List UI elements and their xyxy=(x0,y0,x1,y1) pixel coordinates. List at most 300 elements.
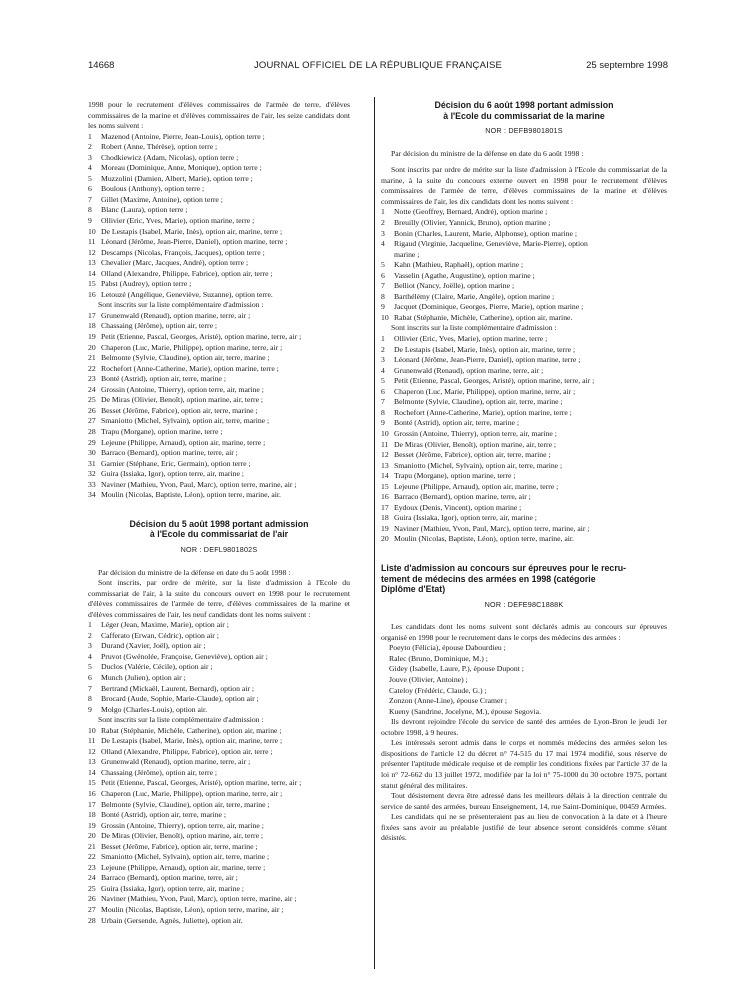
list-item xyxy=(88,269,350,280)
list-item-number: 12 xyxy=(88,746,96,756)
list-item-text: Bonté (Astrid), option air, terre, marine ; xyxy=(101,374,227,384)
list-item-text: Bonté (Astrid), option air, terre, marine ; xyxy=(101,810,227,820)
list-item-text: Muzzolini (Damien, Albert, Marie), option terre ; xyxy=(101,173,253,183)
list-item xyxy=(88,490,350,501)
journal-title: JOURNAL OFFICIEL DE LA RÉPUBLIQUE FRANÇAISE xyxy=(253,60,503,71)
list-item-number: 14 xyxy=(381,471,389,481)
list-item-number: 32 xyxy=(88,469,96,479)
list-item xyxy=(381,281,667,292)
list-item xyxy=(381,461,667,472)
list-item-number: 18 xyxy=(381,513,389,523)
list-item-text: De Miras (Olivier, Benoît), option marine, air, terre ; xyxy=(101,831,264,841)
list-item-number: 10 xyxy=(88,725,96,735)
list-item-text: Vasselin (Agathe, Augustine), option marine ; xyxy=(394,270,535,280)
list-item-text: Grunenwald (Renaud), option marine, terre, air ; xyxy=(394,365,544,375)
list-item-text: Belmonte (Sylvie, Claudine), option air, terre, marine ; xyxy=(394,397,563,407)
body-paragraph: Ils devront rejoindre l'école du service de santé des armées de Lyon-Bron le jeudi 1er octobre 1998, à 9 heures. xyxy=(381,717,667,737)
left-column xyxy=(88,100,350,926)
list-item-number: 30 xyxy=(88,448,96,458)
list-item-number: 11 xyxy=(381,439,389,449)
list-item-number: 11 xyxy=(88,237,96,247)
list-item xyxy=(88,894,350,905)
list-item-text: Robert (Anne, Thérèse), option terre ; xyxy=(101,142,218,152)
list-item-number: 4 xyxy=(381,239,385,249)
list-item xyxy=(88,353,350,364)
list-item-text: De Lestapis (Isabel, Marie, Inès), option air, marine, terre ; xyxy=(101,736,283,746)
list-item xyxy=(88,174,350,185)
section-title-line2: à l'Ecole du commissariat de la marine xyxy=(443,110,605,121)
list-item-number: 17 xyxy=(88,799,96,809)
list-item-text: Smaniotto (Michel, Sylvain), option air, terre, marine ; xyxy=(101,416,270,426)
list-item-text: Grossin (Antoine, Thierry), option terre, air, marine ; xyxy=(394,428,557,438)
list-item-number: 26 xyxy=(88,405,96,415)
list-item xyxy=(88,153,350,164)
admission-list-air xyxy=(88,620,350,715)
list-item xyxy=(381,313,667,324)
section-title: Décision du 6 août 1998 portant admission xyxy=(434,100,614,110)
list-item-text: Ollivier (Eric, Yves, Marie), option marine, terre ; xyxy=(394,334,548,344)
list-item-text: Eydoux (Denis, Vincent), option marine ; xyxy=(394,502,522,512)
list-item xyxy=(88,884,350,895)
list-item: Gidey (Isabelle, Laure, P.), épouse Dupont ; xyxy=(389,664,524,674)
list-item-number: 26 xyxy=(88,894,96,904)
list-item xyxy=(88,427,350,438)
list-item-text: Moulin (Nicolas, Baptiste, Léon), option terre, marine, air. xyxy=(394,534,574,544)
list-item-number: 4 xyxy=(88,651,92,661)
list-item xyxy=(88,395,350,406)
list-item-number: 16 xyxy=(381,492,389,502)
list-item-text: Moulin (Nicolas, Baptiste, Léon), option terre, marine, air ; xyxy=(101,905,284,915)
list-item xyxy=(88,652,350,663)
issue-date: 25 septembre 1998 xyxy=(586,60,668,71)
list-item xyxy=(88,385,350,396)
list-item-text: Chevalier (Marc, Jacques, André), option terre ; xyxy=(101,258,249,268)
list-item-text: Rigaud (Virginie, Jacqueline, Geneviève, Marie-Pierre), option xyxy=(394,239,588,249)
decision-paragraph: Par décision du ministre de la défense en date du 6 août 1998 : xyxy=(391,148,584,158)
list-item: Jouve (Olivier, Antoine) ; xyxy=(389,675,468,685)
list-item-text: Notte (Geoffrey, Bernard, André), option marine ; xyxy=(394,207,548,217)
list-item xyxy=(88,258,350,269)
list-item: Poeyto (Félicia), épouse Dabourdieu ; xyxy=(389,643,506,653)
list-item xyxy=(88,142,350,153)
list-item-number: 23 xyxy=(88,374,96,384)
list-item-number: 28 xyxy=(88,426,96,436)
list-item xyxy=(88,290,350,301)
section-title-line2: tement de médecins des armées en 1998 (catégorie xyxy=(381,573,596,584)
list-item-text: Besset (Jérôme, Fabrice), option air, terre, marine ; xyxy=(101,841,258,851)
list-item-number: 6 xyxy=(381,270,385,280)
list-item-number: 4 xyxy=(381,365,385,375)
list-item xyxy=(381,260,667,271)
list-item xyxy=(381,334,667,345)
list-item-number: 20 xyxy=(381,534,389,544)
list-item-number: 19 xyxy=(88,332,96,342)
body-paragraph: Les candidats qui ne se présenteraient pas au lieu de convocation à la date et à l'heure fixées sans avoir au préalable justifié de leur absence seront considérés comme s'étant désistés. xyxy=(381,812,667,843)
list-item xyxy=(88,831,350,842)
list-item xyxy=(88,321,350,332)
list-item-number: 1 xyxy=(381,207,385,217)
list-item: Zonzon (Anne-Line), épouse Cramer ; xyxy=(389,696,508,706)
list-item xyxy=(88,778,350,789)
list-item-number: 18 xyxy=(88,810,96,820)
list-item-number: 2 xyxy=(381,344,385,354)
intro-paragraph: 1998 pour le recrutement d'élèves commissaires de l'armée de terre, d'élèves commissaires de la marine et d'élèves commissaires de l'air, les seize candidats dont les noms suivent : xyxy=(88,100,350,131)
list-item-number: 1 xyxy=(88,620,92,630)
page-number: 14668 xyxy=(88,60,115,71)
list-item-text: Rochefort (Anne-Catherine, Marie), option marine, terre ; xyxy=(101,363,279,373)
list-item-text: Grossin (Antoine, Thierry), option terre, air, marine ; xyxy=(101,820,264,830)
list-item-text: Belmonte (Sylvie, Claudine), option air, terre, marine ; xyxy=(101,799,270,809)
list-item-number: 13 xyxy=(88,258,96,268)
list-item-number: 12 xyxy=(381,450,389,460)
list-item-text: Boulous (Anthony), option terre ; xyxy=(101,184,205,194)
list-item xyxy=(88,873,350,884)
list-item xyxy=(88,757,350,768)
list-item-number: 7 xyxy=(88,683,92,693)
list-item-number: 4 xyxy=(88,163,92,173)
list-item-number: 8 xyxy=(381,407,385,417)
list-item-number: 15 xyxy=(88,778,96,788)
list-item xyxy=(88,248,350,259)
list-item-number: 14 xyxy=(88,767,96,777)
list-item xyxy=(381,250,667,261)
list-item-number: 16 xyxy=(88,289,96,299)
list-item xyxy=(88,279,350,290)
list-item-number: 18 xyxy=(88,321,96,331)
list-item-text: De Lestapis (Isabel, Marie, Inès), option air, marine, terre ; xyxy=(394,344,576,354)
list-item-text: Naviner (Mathieu, Yvon, Paul, Marc), option terre, marine, air ; xyxy=(394,523,590,533)
list-item-number: 17 xyxy=(381,502,389,512)
list-item-text: Pabst (Audrey), option terre ; xyxy=(101,279,192,289)
list-item xyxy=(88,800,350,811)
list-item-number: 6 xyxy=(88,184,92,194)
list-item-text: Chassaing (Jérôme), option air, terre ; xyxy=(101,321,218,331)
list-item xyxy=(381,376,667,387)
list-item-text: Petit (Etienne, Pascal, Georges, Aristé), option marine, terre, air ; xyxy=(101,332,302,342)
list-item-text: Bertrand (Mickaël, Laurent, Bernard), option air ; xyxy=(101,683,255,693)
list-item xyxy=(381,440,667,451)
list-item-number: 12 xyxy=(88,247,96,257)
admission-list-marine xyxy=(381,207,667,323)
list-item-text: Grossin (Antoine, Thierry), option terre, air, marine ; xyxy=(101,384,264,394)
list-item-text: Bonté (Astrid), option air, terre, marine ; xyxy=(394,418,520,428)
list-item-number: 16 xyxy=(88,789,96,798)
list-item-number: 7 xyxy=(381,281,385,291)
list-item xyxy=(381,355,667,366)
list-item-text: Moreau (Dominique, Anne, Monique), option terre ; xyxy=(101,163,262,173)
list-item xyxy=(88,694,350,705)
list-item-number: 2 xyxy=(88,142,92,152)
list-item xyxy=(88,163,350,174)
list-item-text: Blanc (Laura), option terre ; xyxy=(101,205,188,215)
list-item-text: Durand (Xavier, Joël), option air ; xyxy=(101,641,206,651)
list-item-number: 3 xyxy=(381,355,385,365)
section-title: Décision du 5 août 1998 portant admission xyxy=(129,518,309,529)
list-item-text: Guira (Issiaka, Igor), option terre, air, marine ; xyxy=(101,883,244,893)
list-item xyxy=(88,705,350,716)
list-item-text: Belmonte (Sylvie, Claudine), option air, terre, marine ; xyxy=(101,353,270,363)
list-item-text: Naviner (Mathieu, Yvon, Paul, Marc), option terre, marine, air ; xyxy=(101,479,297,489)
section-title: Liste d'admission au concours sur épreuves pour le recru- xyxy=(381,562,627,573)
list-item-text: Belliot (Nancy, Joëlle), option marine ; xyxy=(394,281,515,291)
list-item-text: Léonard (Jérôme, Jean-Pierre, Daniel), option marine, terre ; xyxy=(101,237,288,247)
list-item-text: Gillet (Maxime, Antoine), option terre ; xyxy=(101,194,223,204)
list-item: Cateloy (Frédéric, Claude, G.) ; xyxy=(389,685,487,695)
list-item-number: 5 xyxy=(88,662,92,672)
list-item-number: 6 xyxy=(88,672,92,682)
list-item xyxy=(88,311,350,322)
list-item xyxy=(88,416,350,427)
body-paragraph: Tout désistement devra être adressé dans les meilleurs délais à la direction centrale du service de santé des armées, bureau Enseignement, 14, rue Saint-Dominique, 00459 Armées. xyxy=(381,791,667,811)
list-item xyxy=(381,292,667,303)
complementary-list-label: Sont inscrits sur la liste complémentaire d'admission : xyxy=(98,300,264,310)
list-item-text: Smaniotto (Michel, Sylvain), option air, terre, marine ; xyxy=(101,852,270,862)
list-item-text: Olland (Alexandre, Philippe, Fabrice), option air, terre ; xyxy=(101,268,273,278)
list-item-text: Lejeune (Philippe, Arnaud), option air, marine, terre ; xyxy=(101,437,266,447)
list-item-number: 25 xyxy=(88,883,96,893)
list-item-number: 1 xyxy=(88,131,92,141)
right-column xyxy=(381,100,667,844)
complementary-list-label: Sont inscrits sur la liste complémentaire d'admission : xyxy=(98,715,264,725)
list-item-number: 15 xyxy=(381,481,389,491)
list-item xyxy=(381,503,667,514)
list-item-number: 33 xyxy=(88,479,96,489)
list-item-text: Ollivier (Eric, Yves, Marie), option marine, terre ; xyxy=(101,216,255,226)
list-item xyxy=(381,513,667,524)
body-paragraph: Les intéressés seront admis dans le corps et nommés médecins des armées selon les dispositions de l'article 12 du décret n° 74-515 du 17 mai 1974 modifié, sous réserve de présenter l'aptitude médicale requise et de remplir les conditions fixées par l'article 37 de la loi n° 72-662 du 13 juillet 1972, modifiée par la loi n° 75-1000 du 30 octobre 1975, portant statut général des militaires. xyxy=(381,738,667,790)
list-item-text: Besset (Jérôme, Fabrice), option air, terre, marine ; xyxy=(101,405,258,415)
list-item-text: Chaperon (Luc, Marie, Philippe), option marine, terre, air ; xyxy=(101,789,283,798)
complementary-list xyxy=(88,311,350,501)
list-item xyxy=(381,450,667,461)
list-item xyxy=(88,132,350,143)
list-item xyxy=(88,789,350,800)
list-item-number: 28 xyxy=(88,915,96,925)
list-item-number: 14 xyxy=(88,268,96,278)
list-item-number: 24 xyxy=(88,873,96,883)
nor-reference: NOR : DEFE98C1888K xyxy=(484,599,564,609)
list-item-number: 24 xyxy=(88,384,96,394)
list-item xyxy=(88,684,350,695)
list-item-number: 9 xyxy=(88,704,92,714)
list-item-text: Rabat (Stéphanie, Michèle, Catherine), option air, marine. xyxy=(394,312,573,322)
list-item-number: 2 xyxy=(381,218,385,228)
list-item xyxy=(88,810,350,821)
list-item-text: Rabat (Stéphanie, Michèle, Catherine), option air, marine ; xyxy=(101,725,282,735)
complementary-list-label: Sont inscrits sur la liste complémentaire d'admission : xyxy=(391,323,557,333)
list-item-text: Léger (Jean, Maxime, Marie), option air ; xyxy=(101,620,229,630)
list-item xyxy=(88,364,350,375)
list-item: Kueny (Sandrine, Jocelyne, M.), épouse Segovia. xyxy=(389,706,542,716)
list-item-number: 8 xyxy=(88,205,92,215)
list-item: Ralec (Bruno, Dominique, M.) ; xyxy=(389,653,488,663)
list-item xyxy=(381,302,667,313)
list-item xyxy=(88,747,350,758)
list-item-text: Lejeune (Philippe, Arnaud), option air, marine, terre ; xyxy=(101,862,266,872)
list-item xyxy=(381,397,667,408)
list-item-number: 10 xyxy=(88,226,96,236)
list-item xyxy=(88,641,350,652)
list-item-text: Chodkiewicz (Adam, Nicolas), option terre ; xyxy=(101,152,239,162)
list-item xyxy=(88,726,350,737)
list-item xyxy=(88,852,350,863)
list-item-text: Descamps (Nicolas, François, Jacques), option terre ; xyxy=(101,247,265,257)
list-item-text: Grunenwald (Renaud), option marine, terre, air ; xyxy=(101,757,251,767)
list-item xyxy=(88,673,350,684)
list-item-text: Barraco (Bernard), option marine, terre, air ; xyxy=(101,448,238,458)
list-item-text: Molgo (Charles-Louis), option air. xyxy=(101,704,208,714)
nor-reference: NOR : DEFL9801802S xyxy=(180,544,258,554)
list-item xyxy=(88,184,350,195)
page-header xyxy=(88,60,668,74)
list-item xyxy=(381,482,667,493)
list-item-number: 3 xyxy=(381,228,385,238)
list-item-text: De Miras (Olivier, Benoît), option marine, air, terre ; xyxy=(101,395,264,405)
list-item xyxy=(381,534,667,545)
list-item xyxy=(88,406,350,417)
list-item-number: 31 xyxy=(88,458,96,468)
list-item-text: Brocard (Aude, Sophie, Marie-Claude), option air ; xyxy=(101,694,259,704)
list-item-number: 8 xyxy=(381,291,385,301)
list-item xyxy=(88,438,350,449)
list-item-number: 13 xyxy=(381,460,389,470)
list-item xyxy=(88,662,350,673)
list-item-text: Guira (Issiaka, Igor), option terre, air, marine ; xyxy=(394,513,537,523)
list-item-text: Rochefort (Anne-Catherine, Marie), option marine, terre ; xyxy=(394,407,572,417)
list-item-number: 20 xyxy=(88,831,96,841)
list-item-number: 34 xyxy=(88,490,96,500)
list-item xyxy=(88,480,350,491)
list-item-text: Breuilly (Olivier, Yannick, Bruno), option marine ; xyxy=(394,218,551,228)
list-item xyxy=(381,418,667,429)
list-item xyxy=(381,218,667,229)
list-item-number: 17 xyxy=(88,310,96,320)
list-item-text: Trapu (Morgane), option marine, terre ; xyxy=(394,471,516,481)
list-item xyxy=(88,469,350,480)
list-item-number: 1 xyxy=(381,334,385,344)
list-item-number: 21 xyxy=(88,841,96,851)
nor-reference: NOR : DEFB9801801S xyxy=(485,126,563,136)
list-item-text: Cafferato (Erwan, Cédric), option air ; xyxy=(101,630,219,640)
list-item xyxy=(381,229,667,240)
list-item-number: 9 xyxy=(88,216,92,226)
body-paragraph: Sont inscrits, par ordre de mérite, sur la liste d'admission à l'Ecole du commissariat de l'air, à la suite du concours ouvert en 1998 pour le recrutement d'élèves commissaires de l'armée de terre, d'élèves commissaires de la marine et d'élèves commissaires de l'air, les neuf candidats dont les noms suivent : xyxy=(88,578,350,619)
list-item-number: 10 xyxy=(381,312,389,322)
list-item-text: Petit (Etienne, Pascal, Georges, Aristé), option marine, terre, air ; xyxy=(394,376,595,386)
list-item-text: Grunenwald (Renaud), option marine, terre, air ; xyxy=(101,310,251,320)
list-item-text: Barraco (Bernard), option marine, terre, air ; xyxy=(394,492,531,502)
body-paragraph: Les candidats dont les noms suivent sont déclarés admis au concours sur épreuves organisé en 1998 pour le recrutement dans le corps des médecins des armées : xyxy=(381,622,667,642)
list-item xyxy=(88,216,350,227)
list-item xyxy=(88,343,350,354)
list-item-text: Barthélémy (Claire, Marie, Angèle), option marine ; xyxy=(394,291,555,301)
list-item-text: Letouzé (Angélique, Geneviève, Suzanne), option terre. xyxy=(101,289,273,299)
complementary-list-air xyxy=(88,726,350,926)
list-item xyxy=(381,239,667,250)
list-item-text: Urbain (Gersende, Agnès, Juliette), option air. xyxy=(101,915,243,925)
list-item-number: 29 xyxy=(88,437,96,447)
list-item-number: 6 xyxy=(381,386,385,396)
list-item xyxy=(88,768,350,779)
list-item xyxy=(88,448,350,459)
list-item-text: Kahn (Mathieu, Raphaël), option marine ; xyxy=(394,260,524,270)
section-title-line3: Diplôme d'Etat) xyxy=(381,584,446,595)
list-item-text: Munch (Julien), option air ; xyxy=(101,672,186,682)
list-item-number: 3 xyxy=(88,641,92,651)
list-item-number: 19 xyxy=(88,820,96,830)
list-item xyxy=(381,271,667,282)
list-item xyxy=(381,524,667,535)
body-paragraph: Sont inscrits par ordre de mérite sur la liste d'admission à l'Ecole du commissariat de la marine, à la suite du concours externe ouvert en 1998 pour le recrutement d'élèves commissaires de l'armée de terre, d'élèves commissaires de la marine et d'élèves commissaires de l'air, les dix candidats dont les noms suivent : xyxy=(381,165,667,206)
list-item xyxy=(88,736,350,747)
list-item-text: Barraco (Bernard), option marine, terre, air ; xyxy=(101,873,238,883)
list-item-number: 10 xyxy=(381,428,389,438)
list-item xyxy=(88,905,350,916)
list-item-text: Jacquet (Dominique, Georges, Pierre, Marie), option marine ; xyxy=(394,302,584,312)
list-item xyxy=(88,237,350,248)
list-item xyxy=(88,631,350,642)
list-item-number: 27 xyxy=(88,905,96,915)
decision-paragraph: Par décision du ministre de la défense en date du 5 août 1998 : xyxy=(98,567,291,577)
list-item-number: 7 xyxy=(88,194,92,204)
list-item xyxy=(381,471,667,482)
list-item-text: Duclos (Valérie, Cécile), option air ; xyxy=(101,662,213,672)
list-item-number: 22 xyxy=(88,852,96,862)
list-item xyxy=(88,842,350,853)
list-item xyxy=(381,492,667,503)
list-item-number: 22 xyxy=(88,363,96,373)
list-item xyxy=(88,332,350,343)
list-item xyxy=(88,227,350,238)
list-item-text: Bonin (Charles, Laurent, Marie, Alphonse), option marine ; xyxy=(394,228,577,238)
list-item xyxy=(88,620,350,631)
list-item-number: 27 xyxy=(88,416,96,426)
list-item xyxy=(88,863,350,874)
list-item-number: 11 xyxy=(88,736,96,746)
list-item-number: 15 xyxy=(88,279,96,289)
list-item-number: 5 xyxy=(381,376,385,386)
list-item-number: 5 xyxy=(88,173,92,183)
section-title-line2: à l'Ecole du commissariat de l'air xyxy=(149,529,289,540)
list-item-text: Lejeune (Philippe, Arnaud), option air, marine, terre ; xyxy=(394,481,559,491)
list-item-text: Garnier (Stéphane, Eric, Germain), option terre ; xyxy=(101,458,251,468)
list-item-text: marine ; xyxy=(394,249,420,259)
list-item-number: 23 xyxy=(88,862,96,872)
list-item-number: 2 xyxy=(88,630,92,640)
list-item-number: 9 xyxy=(381,302,385,312)
list-item xyxy=(88,195,350,206)
list-item-text: Chaperon (Luc, Marie, Philippe), option marine, terre, air ; xyxy=(101,342,283,352)
list-item-text: De Lestapis (Isabel, Marie, Inès), option air, marine, terre ; xyxy=(101,226,283,236)
list-item-number: 19 xyxy=(381,523,389,533)
list-item-number: 21 xyxy=(88,353,96,363)
list-item-text: Trapu (Morgane), option marine, terre ; xyxy=(101,426,223,436)
complementary-list-marine xyxy=(381,334,667,545)
list-item-number: 8 xyxy=(88,694,92,704)
list-item-text: Chaperon (Luc, Marie, Philippe), option marine, terre, air ; xyxy=(394,386,576,396)
column-divider xyxy=(374,97,375,969)
list-item-number: 20 xyxy=(88,342,96,352)
list-item xyxy=(381,429,667,440)
list-item xyxy=(381,366,667,377)
list-item xyxy=(381,387,667,398)
list-item-text: Chassaing (Jérôme), option air, terre ; xyxy=(101,767,218,777)
list-item-number: 13 xyxy=(88,757,96,767)
list-item xyxy=(88,459,350,470)
list-item xyxy=(88,916,350,927)
list-item-text: Mazenod (Antoine, Pierre, Jean-Louis), option terre ; xyxy=(101,131,265,141)
list-item xyxy=(88,374,350,385)
